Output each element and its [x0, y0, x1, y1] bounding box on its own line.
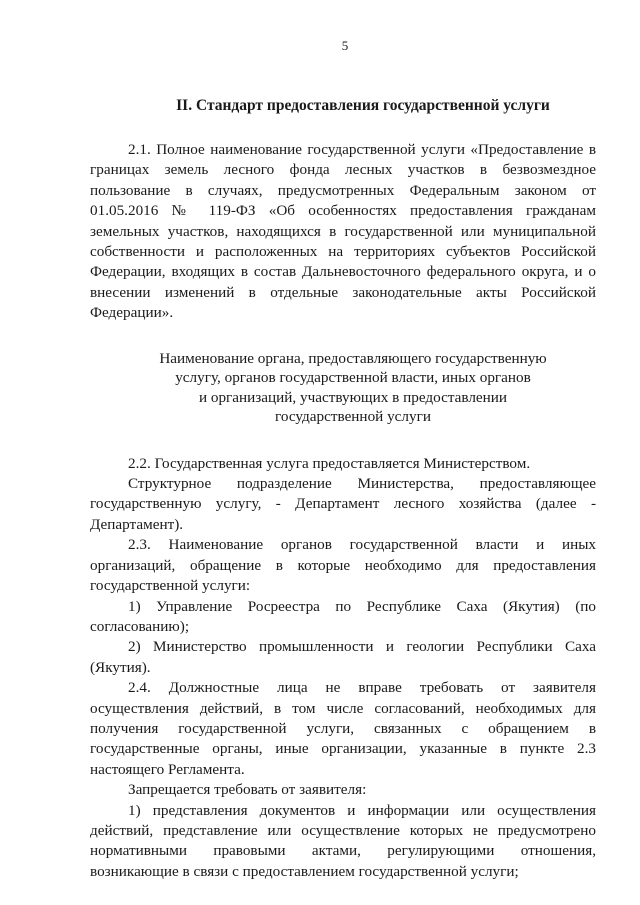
paragraph-group-top	[90, 140, 596, 324]
section-title: II. Стандарт предоставления государственной услуги	[176, 97, 550, 114]
paragraph: 2.1. Полное наименование государственной услуги «Предоставление в границах земель лесного фонда лесных участков в безвозмездное пользование в случаях, предусмотренных Федеральным законом от 01.05.2016 № 119-ФЗ «Об особенностях предоставления гражданам земельных участков, находящихся в государственной или муниципальной собственности и расположенных на территориях субъектов Российской Федерации, входящих в состав Дальневосточного федерального округа, и о внесении изменений в отдельные законодательные акты Российской Федерации».	[90, 141, 596, 322]
subheading-line: и организаций, участвующих в предоставлении	[198, 388, 508, 406]
paragraph: 2) Министерство промышленности и геологии Республики Саха (Якутия).	[90, 638, 596, 676]
subheading-line: государственной услуги	[275, 408, 431, 426]
subheading-line: услугу, органов государственной власти, иных органов	[175, 369, 531, 387]
paragraph: 2.3. Наименование органов государственной власти и иных организаций, обращение в которые необходимо для предоставления государственной услуги:	[90, 536, 596, 595]
paragraph: 2.2. Государственная услуга предоставляется Министерством.	[128, 454, 531, 472]
paragraph-group-bottom	[90, 454, 596, 883]
page-number: 5	[341, 38, 349, 53]
document-body	[90, 96, 596, 882]
paragraph: 1) представления документов и информации или осуществления действий, представление или осуществление которых не предусмотрено нормативными правовыми актами, регулирующими отношения, возникающие в связи с предоставлением государственной услуги;	[90, 801, 596, 880]
paragraph: 2.4. Должностные лица не вправе требовать от заявителя осуществления действий, в том числе согласований, необходимых для получения государственной услуги, связанных с обращением в государственные органы, иные организации, указанные в пункте 2.3 настоящего Регламента.	[90, 679, 596, 778]
paragraph: 1) Управление Росреестра по Республике Саха (Якутия) (по согласованию);	[90, 597, 596, 635]
paragraph: Структурное подразделение Министерства, предоставляющее государственную услугу, - Департамент лесного хозяйства (далее - Департамент).	[90, 475, 596, 533]
subheading-line: Наименование органа, предоставляющего государственную	[159, 349, 547, 367]
subheading	[90, 349, 596, 427]
paragraph: Запрещается требовать от заявителя:	[128, 781, 367, 799]
